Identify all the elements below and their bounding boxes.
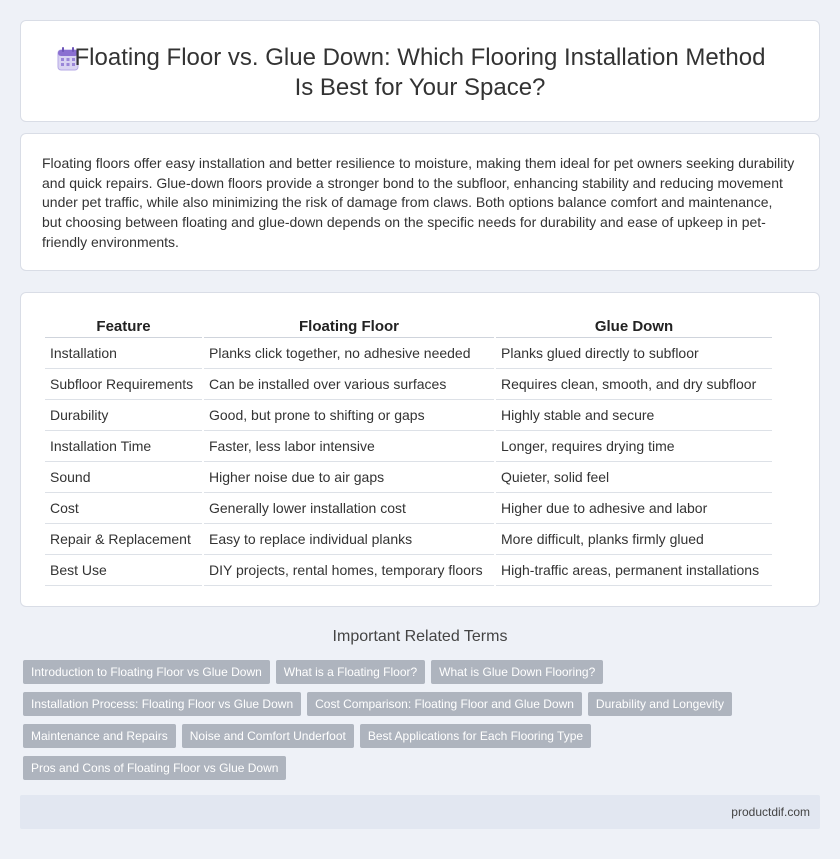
page-title	[35, 43, 806, 103]
cell-glue: Highly stable and secure	[496, 400, 772, 431]
related-term-tag[interactable]: Maintenance and Repairs	[23, 724, 176, 748]
cell-glue: Higher due to adhesive and labor	[496, 493, 772, 524]
comparison-table	[43, 315, 774, 586]
cell-floating: Easy to replace individual planks	[204, 524, 494, 555]
cell-feature: Cost	[45, 493, 202, 524]
header-floating-floor: Floating Floor	[204, 315, 494, 338]
cell-glue: Longer, requires drying time	[496, 431, 772, 462]
table-row	[45, 493, 772, 524]
cell-feature: Sound	[45, 462, 202, 493]
table-row	[45, 462, 772, 493]
related-term-tag[interactable]: What is Glue Down Flooring?	[431, 660, 603, 684]
intro-paragraph: Floating floors offer easy installation and better resilience to moisture, making them ideal for pet owners seeking durability and quick repairs. Glue-down floors provide a stronger bond to the subfloor, enhancing stability and reducing movement under pet traffic, while also minimizing the risk of damage from claws. Both options balance comfort and maintenance, but choosing between floating and glue-down depends on the specific needs for durability and ease of upkeep in pet-friendly environments.	[42, 155, 795, 250]
table-row	[45, 524, 772, 555]
cell-floating: Faster, less labor intensive	[204, 431, 494, 462]
table-row	[45, 555, 772, 586]
cell-feature: Installation	[45, 338, 202, 369]
cell-glue: High-traffic areas, permanent installations	[496, 555, 772, 586]
related-term-tag[interactable]: Cost Comparison: Floating Floor and Glue Down	[307, 692, 582, 716]
cell-feature: Subfloor Requirements	[45, 369, 202, 400]
cell-floating: Generally lower installation cost	[204, 493, 494, 524]
intro-card	[20, 133, 820, 271]
cell-glue: Requires clean, smooth, and dry subfloor	[496, 369, 772, 400]
cell-feature: Installation Time	[45, 431, 202, 462]
table-row	[45, 369, 772, 400]
related-terms-title: Important Related Terms	[332, 628, 508, 645]
header-glue-down: Glue Down	[496, 315, 772, 338]
footer-site-link[interactable]: productdif.com	[731, 805, 810, 819]
header-feature: Feature	[45, 315, 202, 338]
page-title-line2: Is Best for Your Space?	[294, 74, 546, 101]
table-row	[45, 338, 772, 369]
table-row	[45, 400, 772, 431]
cell-floating: Planks click together, no adhesive needed	[204, 338, 494, 369]
title-card	[20, 20, 820, 122]
related-term-tag[interactable]: Noise and Comfort Underfoot	[182, 724, 354, 748]
related-term-tag[interactable]: Best Applications for Each Flooring Type	[360, 724, 591, 748]
cell-feature: Best Use	[45, 555, 202, 586]
related-term-tag[interactable]: What is a Floating Floor?	[276, 660, 425, 684]
cell-glue: Planks glued directly to subfloor	[496, 338, 772, 369]
page-title-line1: Floating Floor vs. Glue Down: Which Flooring Installation Method	[74, 44, 766, 71]
comparison-card	[20, 292, 820, 607]
related-term-tag[interactable]: Durability and Longevity	[588, 692, 732, 716]
related-term-tag[interactable]: Introduction to Floating Floor vs Glue Down	[23, 660, 270, 684]
footer	[20, 795, 820, 829]
cell-feature: Repair & Replacement	[45, 524, 202, 555]
related-terms-list	[23, 660, 823, 788]
cell-feature: Durability	[45, 400, 202, 431]
cell-floating: DIY projects, rental homes, temporary floors	[204, 555, 494, 586]
related-term-tag[interactable]: Installation Process: Floating Floor vs Glue Down	[23, 692, 301, 716]
cell-floating: Good, but prone to shifting or gaps	[204, 400, 494, 431]
cell-floating: Can be installed over various surfaces	[204, 369, 494, 400]
related-term-tag[interactable]: Pros and Cons of Floating Floor vs Glue Down	[23, 756, 286, 780]
cell-floating: Higher noise due to air gaps	[204, 462, 494, 493]
table-row	[45, 431, 772, 462]
cell-glue: More difficult, planks firmly glued	[496, 524, 772, 555]
table-header-row	[45, 315, 772, 338]
cell-glue: Quieter, solid feel	[496, 462, 772, 493]
